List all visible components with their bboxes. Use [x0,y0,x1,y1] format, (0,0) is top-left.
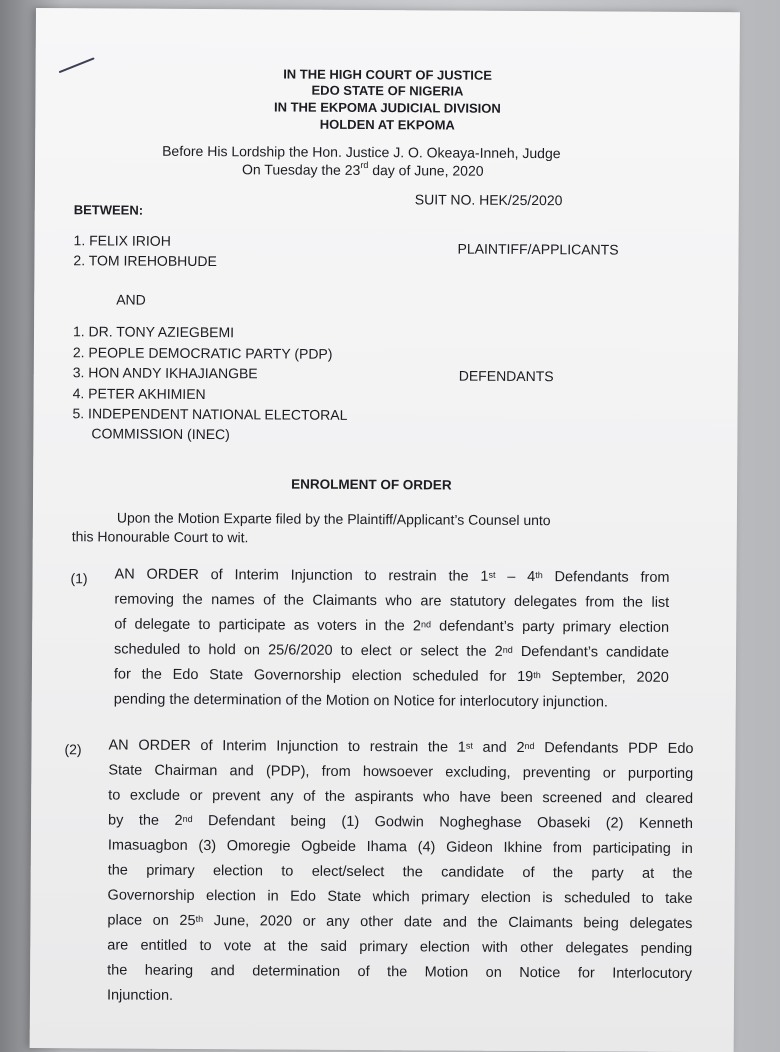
order-line: State Chairman and (PDP), from howsoever excluding, preventing or purporting [108,762,694,783]
order-line: the primary election to elect/select the candidate of the party at the [107,862,693,883]
defendant-role: DEFENDANTS [458,367,554,385]
intro-line: this Honourable Court to wit. [71,528,249,546]
order-line: to exclude or prevent any of the aspirants who have been screened and cleared [108,787,694,808]
order-line: place on 25th June, 2020 or any other date and the Claimants being delegates [107,912,693,933]
intro-line: Upon the Motion Exparte filed by the Plaintiff/Applicant’s Counsel unto [116,509,551,529]
document-page [30,8,740,1052]
defendant-item: 4. PETER AKHIMIEN [72,385,206,403]
plaintiff-item: 2. TOM IREHOBHUDE [73,252,217,270]
suit-number: SUIT NO. HEK/25/2020 [414,191,563,209]
order-paragraph [114,562,670,715]
order-line: of delegate to participate as voters in the 2nd defendant’s party primary election [114,616,670,636]
state-title: EDO STATE OF NIGERIA [311,82,464,99]
order-line: scheduled to hold on 25/6/2020 to elect or select the 2nd Defendant’s candidate [114,641,669,661]
order-line: by the 2nd Defendant being (1) Godwin Nogheghase Obaseki (2) Kenneth [107,812,694,833]
order-number: (2) [64,741,82,758]
order-number: (1) [70,570,88,587]
defendant-item: 2. PEOPLE DEMOCRATIC PARTY (PDP) [72,344,333,362]
order-line: AN ORDER of Interim Injunction to restrain the 1st – 4th Defendants from [114,566,670,586]
and-label: AND [116,291,146,308]
plaintiff-role: PLAINTIFF/APPLICANTS [457,240,619,258]
order-line: the hearing and determination of the Motion on Notice for Interlocutory [107,962,693,983]
order-paragraph [107,733,694,1012]
defendant-item: 5. INDEPENDENT NATIONAL ELECTORAL [72,405,348,423]
division-title: IN THE EKPOMA JUDICIAL DIVISION [273,99,501,116]
order-line: Injunction. [106,987,174,1004]
order-line: AN ORDER of Interim Injunction to restrain the 1st and 2nd Defendants PDP Edo [108,737,694,758]
order-line: removing the names of the Claimants who are statutory delegates from the list [114,591,670,611]
order-line: Governorship election in Edo State which primary election is scheduled to take [107,887,693,908]
judge-line: Before His Lordship the Hon. Justice J. O. Okeaya-Inneh, Judge [162,142,561,162]
defendant-item: 1. DR. TONY AZIEGBEMI [72,323,235,341]
order-line: Imasuagbon (3) Omoregie Ogbeide Ihama (4) Gideon Ikhine from participating in [107,837,693,858]
plaintiff-item: 1. FELIX IRIOH [73,232,171,249]
hearing-date: On Tuesday the 23rd day of June, 2020 [241,159,484,179]
enrolment-title: ENROLMENT OF ORDER [291,476,452,493]
order-line: are entitled to vote at the said primary election with other delegates pending [107,937,693,958]
defendant-item: COMMISSION (INEC) [91,425,230,443]
between-label: BETWEEN: [73,202,144,218]
order-line: for the Edo State Governorship election scheduled for 19th September, 2020 [113,666,669,686]
holden-title: HOLDEN AT EKPOMA [319,116,455,133]
order-line: pending the determination of the Motion on Notice for interlocutory injunction. [113,691,609,711]
defendant-item: 3. HON ANDY IKHAJIANGBE [72,364,258,382]
court-title: IN THE HIGH COURT OF JUSTICE [283,66,493,83]
